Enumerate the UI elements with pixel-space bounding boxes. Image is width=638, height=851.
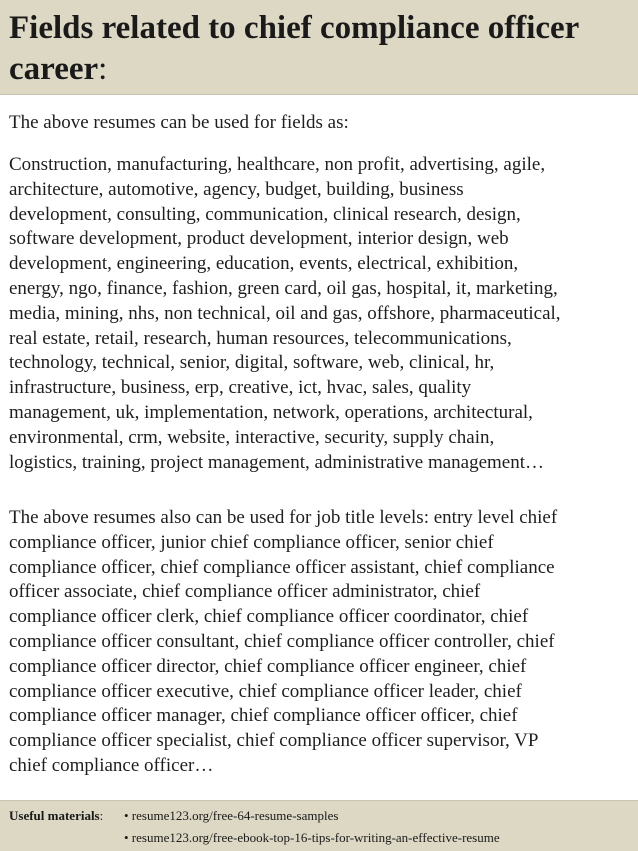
job-levels-line: compliance officer executive, chief compliance officer leader, chief <box>9 680 522 702</box>
job-levels-line: compliance officer consultant, chief compliance officer controller, chief <box>9 630 555 652</box>
fields-line: infrastructure, business, erp, creative, ict, hvac, sales, quality <box>9 377 472 399</box>
fields-line: development, consulting, communication, clinical research, design, <box>9 203 521 225</box>
useful-materials-label-text: Useful materials <box>9 808 100 823</box>
useful-materials-label <box>9 806 103 826</box>
job-levels-line: compliance officer, junior chief compliance officer, senior chief <box>9 531 494 553</box>
fields-line: environmental, crm, website, interactive, security, supply chain, <box>9 426 495 448</box>
job-levels-paragraph <box>9 506 634 779</box>
fields-line: software development, product development, interior design, web <box>9 228 509 250</box>
fields-line: technology, technical, senior, digital, software, web, clinical, hr, <box>9 352 495 374</box>
fields-paragraph <box>9 153 634 475</box>
resume-samples-link[interactable]: • resume123.org/free-64-resume-samples <box>124 808 339 823</box>
fields-line: architecture, automotive, agency, budget, building, business <box>9 178 464 200</box>
fields-line: real estate, retail, research, human resources, telecommunications, <box>9 327 512 349</box>
fields-line: logistics, training, project management, administrative management… <box>9 451 545 473</box>
resume-ebook-link[interactable]: • resume123.org/free-ebook-top-16-tips-for-writing-an-effective-resume <box>124 830 500 845</box>
page-title <box>9 8 629 90</box>
page-title-colon: : <box>98 51 108 87</box>
fields-line: media, mining, nhs, non technical, oil and gas, offshore, pharmaceutical, <box>9 302 561 324</box>
job-levels-line: compliance officer clerk, chief compliance officer coordinator, chief <box>9 606 529 628</box>
job-levels-line: officer associate, chief compliance officer administrator, chief <box>9 581 481 603</box>
job-levels-line: compliance officer, chief compliance officer assistant, chief compliance <box>9 556 555 578</box>
useful-materials-colon: : <box>99 808 104 823</box>
fields-line: energy, ngo, finance, fashion, green card, oil gas, hospital, it, marketing, <box>9 277 558 299</box>
useful-materials-footer <box>0 800 638 851</box>
fields-line: Construction, manufacturing, healthcare, non profit, advertising, agile, <box>9 154 546 175</box>
job-levels-line: compliance officer director, chief compliance officer engineer, chief <box>9 655 527 677</box>
job-levels-line: compliance officer manager, chief compliance officer officer, chief <box>9 705 518 727</box>
fields-line: management, uk, implementation, network, operations, architectural, <box>9 401 533 423</box>
intro-text: The above resumes can be used for fields as: <box>9 112 349 133</box>
page-title-text: Fields related to chief compliance officer career <box>9 10 579 87</box>
job-levels-line: The above resumes also can be used for job title levels: entry level chief <box>9 507 558 528</box>
job-levels-line: chief compliance officer… <box>9 754 214 776</box>
title-banner <box>0 0 638 95</box>
fields-line: development, engineering, education, events, electrical, exhibition, <box>9 253 519 275</box>
job-levels-line: compliance officer specialist, chief compliance officer supervisor, VP <box>9 730 539 752</box>
